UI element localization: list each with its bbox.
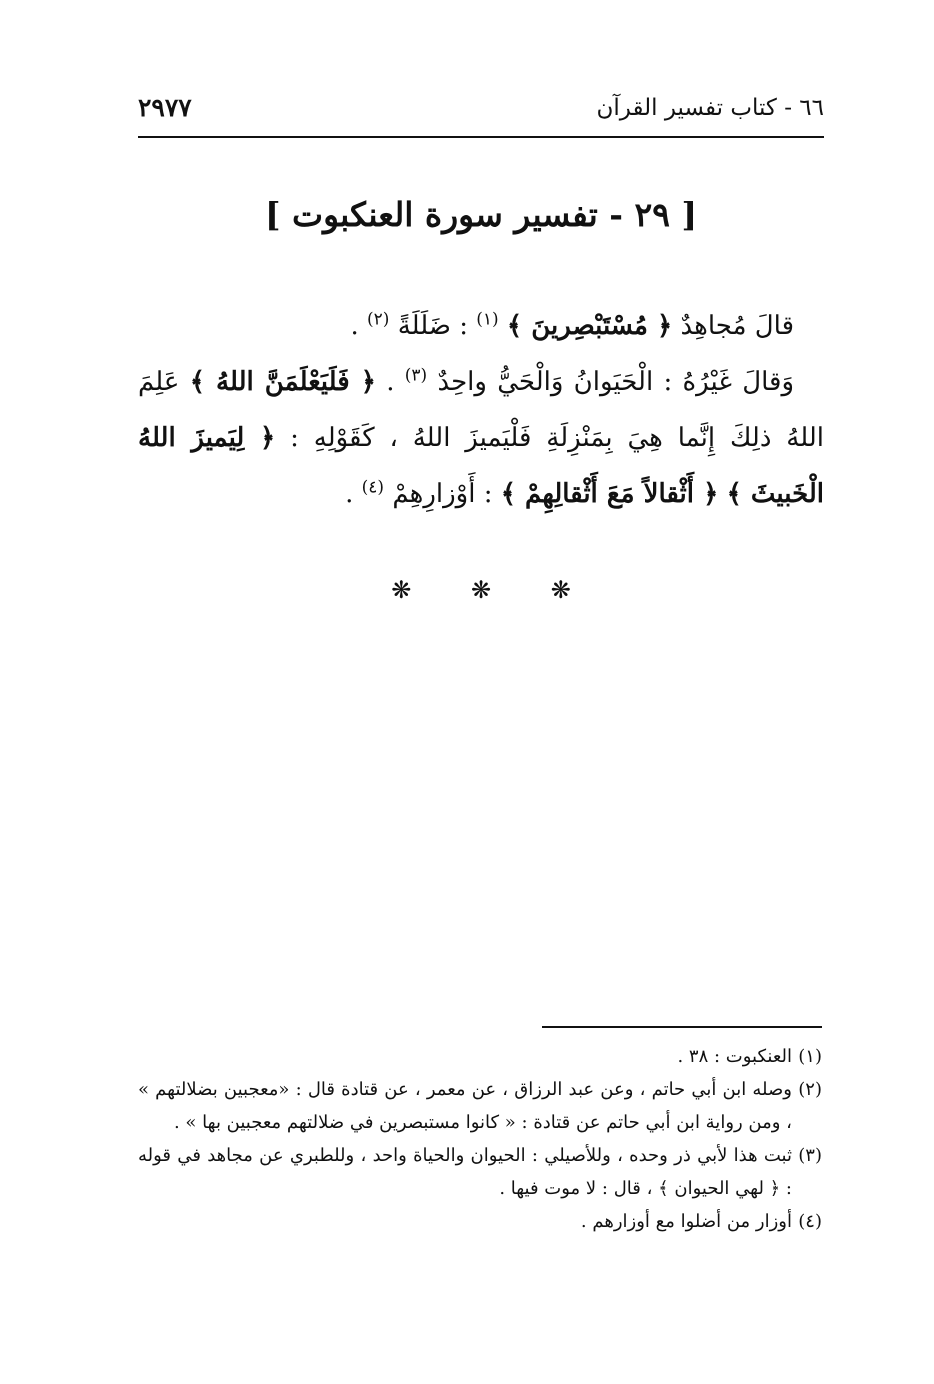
body-text <box>138 298 824 522</box>
footnote-text: أوزار من أضلوا مع أوزارهم . <box>580 1211 792 1232</box>
footnote-number: (٤) <box>798 1211 822 1232</box>
footnote-text: وصله ابن أبي حاتم ، وعن عبد الرزاق ، عن معمر ، عن قتادة قال : «معجبين بضلالتهم » ، ومن رواية ابن أبي حاتم عن قتادة : « كانوا مستبصرين في ضلالتهم معجبين بها » . <box>138 1079 792 1133</box>
section-divider <box>138 572 824 608</box>
paragraph-text: : ضَلَلَةً <box>389 311 477 341</box>
footnote-number: (٣) <box>798 1145 822 1166</box>
star-ornament-icon: ❋ <box>550 576 571 604</box>
footnote-rule <box>542 1026 822 1028</box>
paragraph-2 <box>138 354 824 522</box>
paragraph-text <box>718 479 726 509</box>
star-ornament-icon: ❋ <box>470 576 492 604</box>
footnote-item <box>138 1139 822 1205</box>
paragraph-text: . <box>375 367 405 397</box>
paragraph-text: . <box>345 479 362 509</box>
footnote-ref: (٢) <box>367 309 390 330</box>
footnote-item <box>138 1205 822 1238</box>
footnote-number: (٢) <box>798 1079 822 1100</box>
page-number: ٢٩٧٧ <box>138 93 192 122</box>
section-heading: [ ٢٩ - تفسير سورة العنكبوت ] <box>264 195 698 234</box>
quran-quote: ﴿ مُسْتَبْصِرينَ ﴾ <box>506 311 673 341</box>
quran-quote: ﴿ لِيَميزَ اللهُ الْخَبيثَ ﴾ <box>138 423 824 509</box>
header-rule <box>138 136 824 138</box>
star-ornament-icon: ❋ <box>391 576 412 604</box>
quran-quote: ﴿ أَثْقالاً مَعَ أَثْقالِهِمْ ﴾ <box>500 479 719 509</box>
footnote-text: ثبت هذا لأبي ذر وحده ، وللأصيلي : الحيوان والحياة واحد ، وللطبري عن مجاهد في قوله : ﴿ لهي الحيوان ﴾ ، قال : لا موت فيها . <box>138 1145 792 1199</box>
footnotes <box>138 1040 822 1238</box>
quran-quote: ﴿ فَلَيَعْلَمَنَّ اللهُ ﴾ <box>189 367 376 397</box>
running-header <box>138 92 824 132</box>
footnote-item <box>138 1073 822 1139</box>
footnote-number: (١) <box>798 1046 822 1067</box>
footnote-ref: (٤) <box>361 477 385 498</box>
paragraph-text: عَلِمَ اللهُ ذلِكَ إِنَّما هِيَ بِمَنْزِلَةِ فَلْيَميزَ اللهُ ، كَقَوْلِهِ : <box>138 367 824 453</box>
paragraph-text: : أَوْزارِهِمْ <box>384 479 501 509</box>
footnote-ref: (١) <box>476 309 499 330</box>
footnote-text: العنكبوت : ٣٨ . <box>677 1046 792 1067</box>
paragraph-text: وَقالَ غَيْرُهُ : الْحَيَوانُ وَالْحَيُّ واحِدٌ <box>427 367 795 397</box>
footnote-ref: (٣) <box>404 365 428 386</box>
paragraph-text: . <box>350 311 368 341</box>
chapter-title: ٦٦ - كتاب تفسير القرآن <box>596 95 824 121</box>
footnote-item <box>138 1040 822 1073</box>
paragraph-text: قالَ مُجاهِدٌ <box>680 311 794 341</box>
paragraph-1 <box>138 298 824 354</box>
